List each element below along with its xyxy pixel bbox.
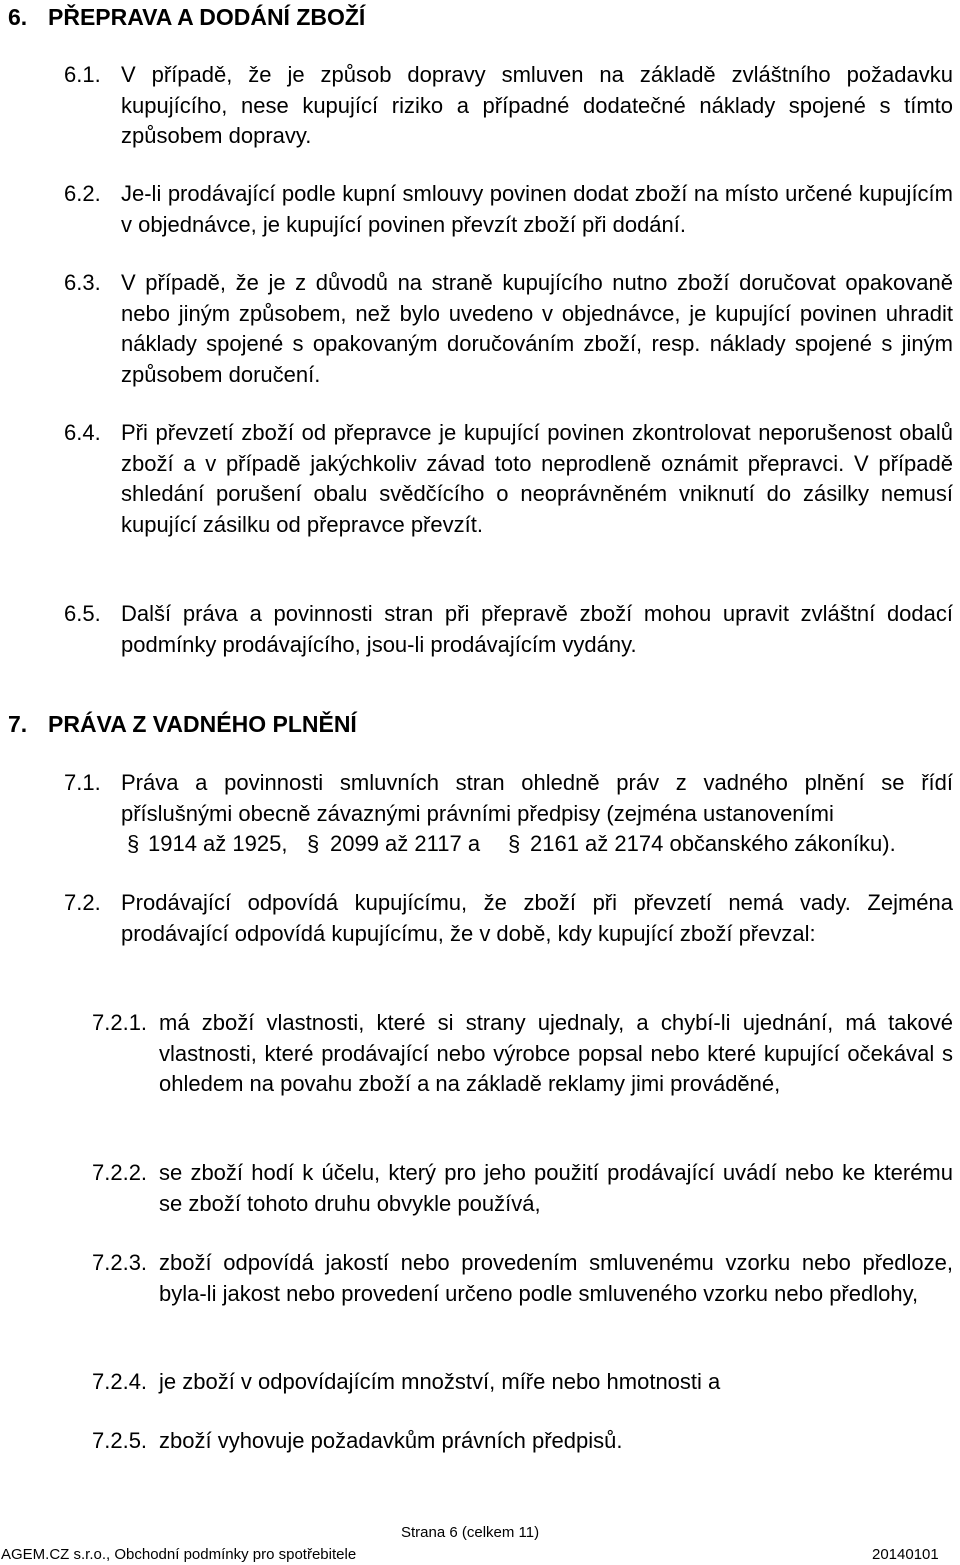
item-7-1-text: Práva a povinnosti smluvních stran ohledně práv z vadného plnění se řídí příslušnými obecně závaznými právními předpisy (zejména ustanoveními — [121, 770, 953, 826]
subitem-7-2-4-text: je zboží v odpovídajícím množství, míře nebo hmotnosti a — [159, 1369, 721, 1394]
section-6-title: PŘEPRAVA A DODÁNÍ ZBOŽÍ — [48, 4, 366, 30]
item-6-2-number: 6.2. — [64, 181, 101, 206]
item-6-3-text: V případě, že je z důvodů na straně kupujícího nutno zboží doručovat opakovaně nebo jiným způsobem, než bylo uvedeno v objednávce, je kupující povinen uhradit náklady spojené s opakovaným doručováním zboží, resp. náklady spojené s jiným způsobem doručení. — [121, 270, 953, 387]
subitem-7-2-2-number: 7.2.2. — [92, 1160, 148, 1185]
item-6-2-text: Je-li prodávající podle kupní smlouvy povinen dodat zboží na místo určené kupujícím v objednávce, je kupující povinen převzít zboží při dodání. — [121, 181, 953, 237]
section-6-number: 6. — [8, 4, 28, 30]
section-7-number: 7. — [8, 711, 28, 737]
item-6-1-text: V případě, že je způsob dopravy smluven na základě zvláštního požadavku kupujícího, nese kupující riziko a případné dodatečné náklady spojené s tímto způsobem dopravy. — [121, 62, 953, 149]
item-7-1-citations — [121, 829, 953, 860]
paragraph-sign-icon: § — [127, 831, 140, 856]
subitem-7-2-5-number: 7.2.5. — [92, 1428, 148, 1453]
subitem-7-2-4-number: 7.2.4. — [92, 1369, 148, 1394]
subitem-7-2-3-text: zboží odpovídá jakostí nebo provedením smluvenému vzorku nebo předloze, byla-li jakost nebo provedení určeno podle smluveného vzorku nebo předlohy, — [159, 1250, 953, 1306]
item-6-4-text: Při převzetí zboží od přepravce je kupující povinen zkontrolovat neporušenost obalů zboží a v případě jakýchkoliv závad toto neprodleně oznámit přepravci. V případě shledání porušení obalu svědčícího o neoprávněném vniknutí do zásilky nemusí kupující zásilku od přepravce převzít. — [121, 420, 953, 537]
citation-range-2: 2099 až 2117 a — [330, 831, 481, 856]
page-number: Strana 6 (celkem 11) — [401, 1524, 540, 1541]
section-7-title: PRÁVA Z VADNÉHO PLNĚNÍ — [48, 711, 357, 737]
item-6-4-number: 6.4. — [64, 420, 101, 445]
citation-range-1: 1914 až 1925, — [148, 831, 288, 856]
item-7-2-text: Prodávající odpovídá kupujícímu, že zboží při převzetí nemá vady. Zejména prodávající odpovídá kupujícímu, že v době, kdy kupující zboží převzal: — [121, 890, 953, 946]
item-6-3-number: 6.3. — [64, 270, 101, 295]
subitem-7-2-1-text: má zboží vlastnosti, které si strany ujednaly, a chybí-li ujednání, má takové vlastnosti, které prodávající nebo výrobce popsal nebo které kupující očekával s ohledem na povahu zboží a na základě reklamy jimi prováděné, — [159, 1010, 953, 1097]
item-7-2-number: 7.2. — [64, 890, 101, 915]
subitem-7-2-1-number: 7.2.1. — [92, 1010, 148, 1035]
paragraph-sign-icon: § — [307, 831, 320, 856]
subitem-7-2-2-text: se zboží hodí k účelu, který pro jeho použití prodávající uvádí nebo ke kterému se zboží tohoto druhu obvykle používá, — [159, 1160, 953, 1216]
subitem-7-2-3-number: 7.2.3. — [92, 1250, 148, 1275]
footer-date: 20140101 — [872, 1546, 939, 1563]
footer-company: AGEM.CZ s.r.o., Obchodní podmínky pro spotřebitele — [1, 1546, 357, 1563]
paragraph-sign-icon: § — [508, 831, 521, 856]
item-6-5-number: 6.5. — [64, 601, 101, 626]
item-6-1-number: 6.1. — [64, 62, 101, 87]
citation-range-3: 2161 až 2174 občanského zákoníku). — [530, 831, 896, 856]
subitem-7-2-5-text: zboží vyhovuje požadavkům právních předpisů. — [159, 1428, 623, 1453]
item-7-1-number: 7.1. — [64, 770, 101, 795]
item-6-5-text: Další práva a povinnosti stran při přepravě zboží mohou upravit zvláštní dodací podmínky prodávajícího, jsou-li prodávajícím vydány. — [121, 601, 953, 657]
